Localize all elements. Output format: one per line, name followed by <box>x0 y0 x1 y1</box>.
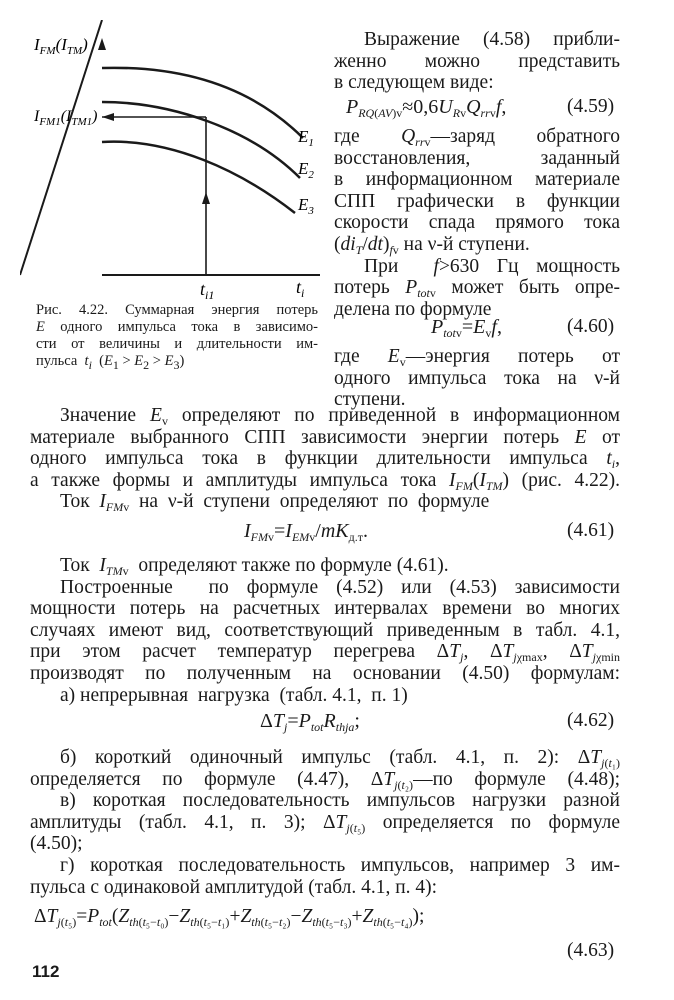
y-marker-label: $I_{FM1}(I_{TM1})$ <box>34 108 98 128</box>
text-line: а) непрерывная нагрузка (табл. 4.1, п. 1) <box>60 684 408 706</box>
equation-number: (4.59) <box>567 96 615 117</box>
text-line: делена по формуле <box>334 298 492 320</box>
text-line: случаях имеют вид, соответствующий приведенным в табл. 4.1, <box>30 619 620 641</box>
x-marker-label: $t_{i1}$ <box>200 279 215 300</box>
text-line: а также формы и амплитуды импульса тока $I_{FM}(I_{TM})$ (рис. 4.22). <box>30 469 620 493</box>
text-line: б) короткий одиночный импульс (табл. 4.1, п. 2): $\Delta T_{j(t_1)}$ <box>60 747 620 770</box>
text-line: Значение $E_v$ определяют по приведенной в информационном <box>60 405 620 428</box>
curve-label-e1: $E_1$ <box>298 127 314 149</box>
y-axis <box>20 20 102 275</box>
equation-4-62: $\Delta T_j=P_{tot}R_{thja}$; <box>260 710 360 734</box>
text-line: при этом расчет температур перегрева $\Delta T_j$, $\Delta T_{j\chi max}$, $\Delta T_{j\chi min}$ <box>30 641 620 665</box>
text-line: в) короткая последовательность импульсов нагрузки разной <box>60 790 620 812</box>
curve-e2 <box>102 102 300 178</box>
text-line: СПП графически в функции <box>334 190 620 212</box>
text-line: где $Q_{rrv}—заряд$ обратного <box>334 126 620 149</box>
text-line: в следующем виде: <box>334 72 494 94</box>
text-line: ступени. <box>334 389 406 411</box>
curve-label-e2: $E_2$ <box>298 159 314 181</box>
body-paragraph-2 <box>30 555 620 706</box>
text-line: мощности потерь на расчетных интервалах времени во многих <box>30 598 620 620</box>
text-line: амплитуды (табл. 4.1, п. 3); $\Delta T_{j(t_5)}$ определяется по формуле <box>30 811 621 835</box>
y-axis-arrow <box>98 38 106 50</box>
text-line: восстановления, заданный <box>334 147 620 169</box>
equation-4-63: $\Delta T_{j(t_5)}=P_{tot}(Z_{th(t_5-t_0)}-Z_{th(t_5-t_1)}+Z_{th(t_5-t_2)}-Z_{th(t_5-t_3)}+Z_{th(t_5-t_4)})$; <box>34 906 425 929</box>
equation-number: (4.62) <box>567 710 615 731</box>
equation-number: (4.60) <box>567 316 615 337</box>
y-axis-label: $I_{FM}(I_{TM})$ <box>34 35 88 57</box>
figure-caption <box>36 302 318 370</box>
equation-number: (4.63) <box>567 940 615 961</box>
text-line: материале выбранного СПП зависимости энергии потерь E от <box>30 426 621 448</box>
text-line: определяется по формуле (4.47), $\Delta T_{j(t_2)}—по$ формуле (4.48); <box>30 768 620 792</box>
x-axis-label: $t_i$ <box>296 277 305 300</box>
text-line: женно можно представить <box>334 50 620 72</box>
body-paragraph-3 <box>30 747 620 898</box>
text-line: При f>630 Гц мощность <box>364 255 620 277</box>
equation-number: (4.61) <box>567 520 615 541</box>
equation-4-59: $P_{RQ(AV)v}\approx 0,6U_{Rv}Q_{rrv}f$, <box>346 96 507 120</box>
page-number: 112 <box>32 962 60 981</box>
level-arrow <box>102 113 114 121</box>
right-column-bottom <box>334 346 620 411</box>
text-line: пульса с одинаковой амплитудой (табл. 4.1, п. 4): <box>30 876 438 898</box>
text-line: г) короткая последовательность импульсов, например 3 им- <box>60 854 620 876</box>
text-line: одного импульса тока в функции длительности импульса $t_i$, <box>30 448 620 472</box>
body-paragraph-1 <box>30 405 620 513</box>
text-line: потерь $P_{totv}$ может быть опре- <box>334 277 620 301</box>
text-line: Построенные по формуле (4.52) или (4.53) зависимости <box>60 576 620 598</box>
text-line: производят по полученным на основании (4.50) формулам: <box>30 662 620 684</box>
text-line: скорости спада прямого тока <box>334 212 620 234</box>
curve-e3 <box>102 142 295 213</box>
curve-label-e3: $E_3$ <box>298 195 314 217</box>
caption-line: Рис. 4.22. Суммарная энергия потерь <box>36 302 318 318</box>
right-column-mid <box>334 126 620 320</box>
text-line: одного импульса тока на ν-й <box>334 367 620 389</box>
right-column-top <box>334 29 620 94</box>
caption-line: E одного импульса тока в зависимо- <box>36 319 318 335</box>
text-line: в информационном материале <box>334 169 620 191</box>
figure-4-22 <box>20 20 320 300</box>
text-line: Выражение (4.58) прибли- <box>364 29 620 50</box>
text-line: где $E_v—энергия$ потерь от <box>334 346 620 369</box>
text-line: (4.50); <box>30 833 83 855</box>
t-i1-arrow <box>202 192 210 204</box>
text-line: Ток $I_{FMv}$ на ν-й ступени определяют по формуле <box>60 491 490 515</box>
text-line: $(di_T/dt)_{fv}$ на ν-й ступени. <box>334 233 530 257</box>
caption-line: сти от величины и длительности им- <box>36 336 318 352</box>
caption-line: пульса $t_i$ $(E_1 > E_2 > E_3)$ <box>36 353 185 372</box>
equation-4-60: $P_{totv}=E_vf$, <box>431 316 502 340</box>
equation-4-61: $I_{FMv}=I_{EMv}/mK_{д.т}$. <box>244 520 368 544</box>
text-line: Ток $I_{TMv}$ определяют также по формуле (4.61). <box>60 555 449 578</box>
